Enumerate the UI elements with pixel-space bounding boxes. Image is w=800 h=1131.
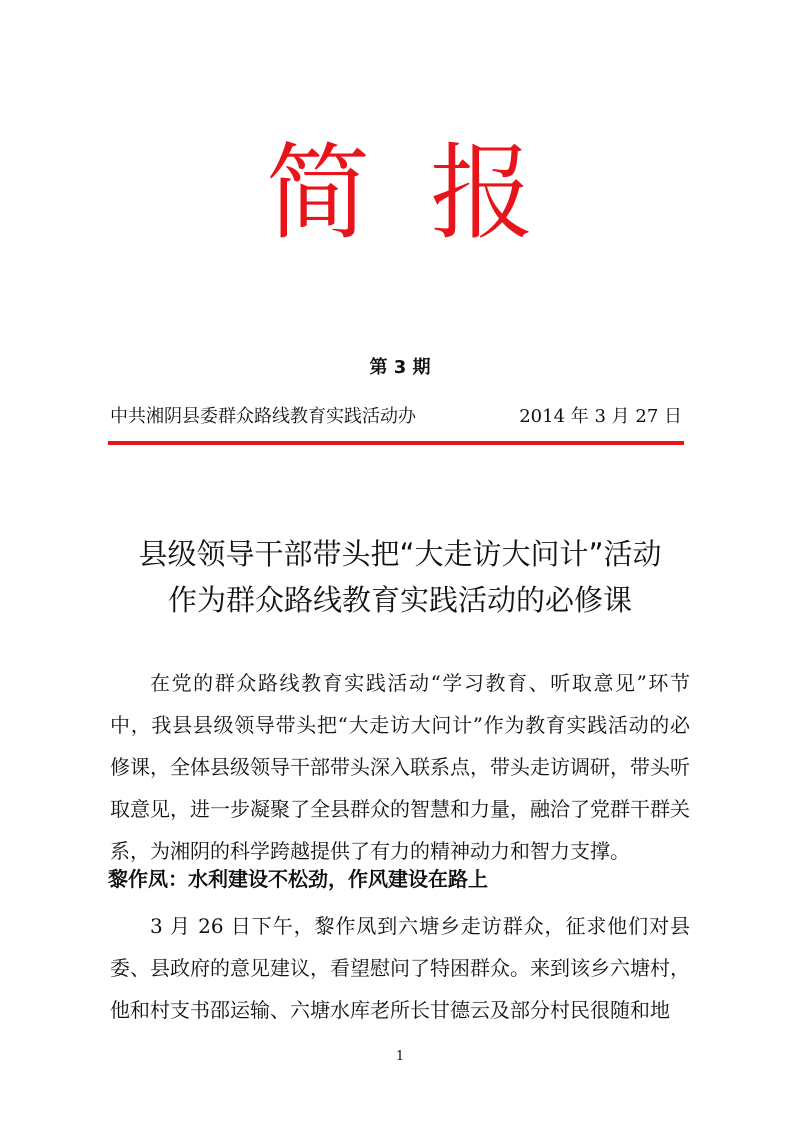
article-title-line-1: 县级领导干部带头把“大走访大问计”活动 (138, 537, 662, 571)
issue-number: 第 3 期 (369, 357, 431, 378)
masthead-title: 简报 (265, 132, 594, 254)
issue-date: 2014 年 3 月 27 日 (519, 406, 682, 427)
page-number: 1 (395, 1049, 405, 1064)
section-paragraph: 3 月 26 日下午，黎作凤到六塘乡走访群众，征求他们对县委、县政府的意见建议，看望慰问了特困群众。来到该乡六塘村，他和村支书邵运输、六塘水库老所长甘德云及部分村民很随和地 (110, 914, 690, 1022)
article-title-line-2: 作为群众路线教育实践活动的必修课 (167, 583, 632, 617)
section-subheading: 黎作凤：水利建设不松劲，作风建设在路上 (108, 867, 488, 891)
intro-paragraph: 在党的群众路线教育实践活动“学习教育、听取意见”环节中，我县县级领导带头把“大走访大问计”作为教育实践活动的必修课，全体县级领导干部带头深入联系点，带头走访调研，带头听取意见，进一步凝聚了全县群众的智慧和力量，融洽了党群干群关系，为湘阴的科学跨越提供了有力的精神动力和智力支撑。 (110, 671, 690, 863)
red-divider-line (108, 441, 684, 445)
issuing-organization: 中共湘阴县委群众路线教育实践活动办 (110, 406, 416, 427)
